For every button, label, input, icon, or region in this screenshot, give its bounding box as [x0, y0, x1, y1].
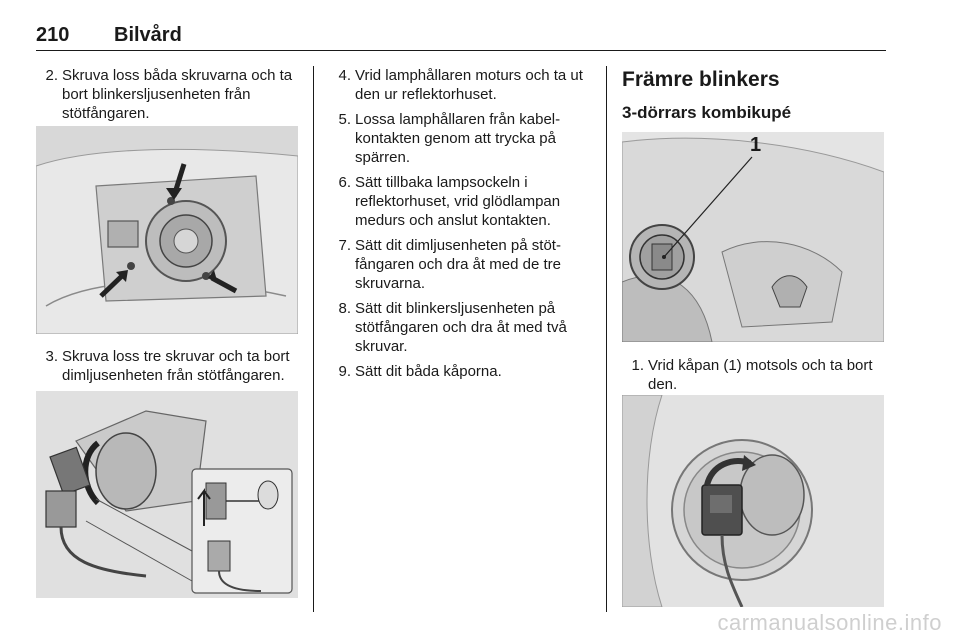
step-text: Sätt dit dimljusenheten på stöt-fångaren och dra åt med de tre skruvarna. — [355, 237, 561, 292]
step-text: Skruva loss tre skruvar och ta bort dimljusenheten från stötfångaren. — [62, 348, 290, 384]
step-text: Sätt dit båda kåporna. — [355, 363, 502, 380]
step-1 — [622, 356, 888, 394]
step-3 — [36, 347, 302, 385]
step-number: 6. — [338, 174, 351, 191]
section-title: Främre blinkers — [622, 68, 780, 91]
column-1 — [36, 66, 302, 129]
step-8 — [329, 299, 601, 356]
step-text: Lossa lamphållaren från kabel-kontakten genom att trycka på spärren. — [355, 111, 561, 166]
subsection-title: 3-dörrars kombikupé — [622, 103, 792, 122]
step-number: 5. — [338, 111, 351, 128]
step-number: 8. — [338, 300, 351, 317]
column-divider-1 — [313, 66, 314, 612]
step-text: Vrid lamphållaren moturs och ta ut den ur reflektorhuset. — [355, 67, 583, 103]
figure-blinker-cover — [622, 132, 884, 342]
step-number: 4. — [338, 67, 351, 84]
step-number: 1. — [631, 357, 644, 374]
step-text: Vrid kåpan (1) motsols och ta bort den. — [648, 357, 873, 393]
column-3-lower — [622, 356, 888, 400]
step-text: Sätt tillbaka lampsockeln i reflektorhuset, vrid glödlampan medurs och anslut kontakten. — [355, 174, 561, 229]
watermark: carmanualsonline.info — [717, 610, 942, 635]
step-number: 7. — [338, 237, 351, 254]
figure-blinker-socket — [622, 395, 884, 607]
page-number: 210 — [36, 24, 70, 46]
step-number: 3. — [45, 348, 58, 365]
step-4 — [329, 66, 601, 104]
step-6 — [329, 173, 601, 230]
step-number: 2. — [45, 67, 58, 84]
chapter-title: Bilvård — [114, 24, 182, 46]
step-text: Skruva loss båda skruvarna och ta bort blinkersljusenheten från stötfångaren. — [62, 67, 293, 122]
step-7 — [329, 236, 601, 293]
column-1-lower — [36, 347, 302, 391]
step-9 — [329, 362, 601, 381]
figure-blinker-unit — [36, 126, 298, 334]
header-rule — [36, 50, 886, 51]
figure-foglight-unit — [36, 391, 298, 598]
step-number: 9. — [338, 363, 351, 380]
figure-callout-label: 1 — [750, 134, 762, 156]
step-text: Sätt dit blinkersljusenheten på stötfångaren och dra åt med två skruvar. — [355, 300, 567, 355]
page-header — [36, 24, 886, 50]
step-5 — [329, 110, 601, 167]
column-divider-2 — [606, 66, 607, 612]
step-2 — [36, 66, 302, 123]
column-2 — [329, 66, 601, 387]
